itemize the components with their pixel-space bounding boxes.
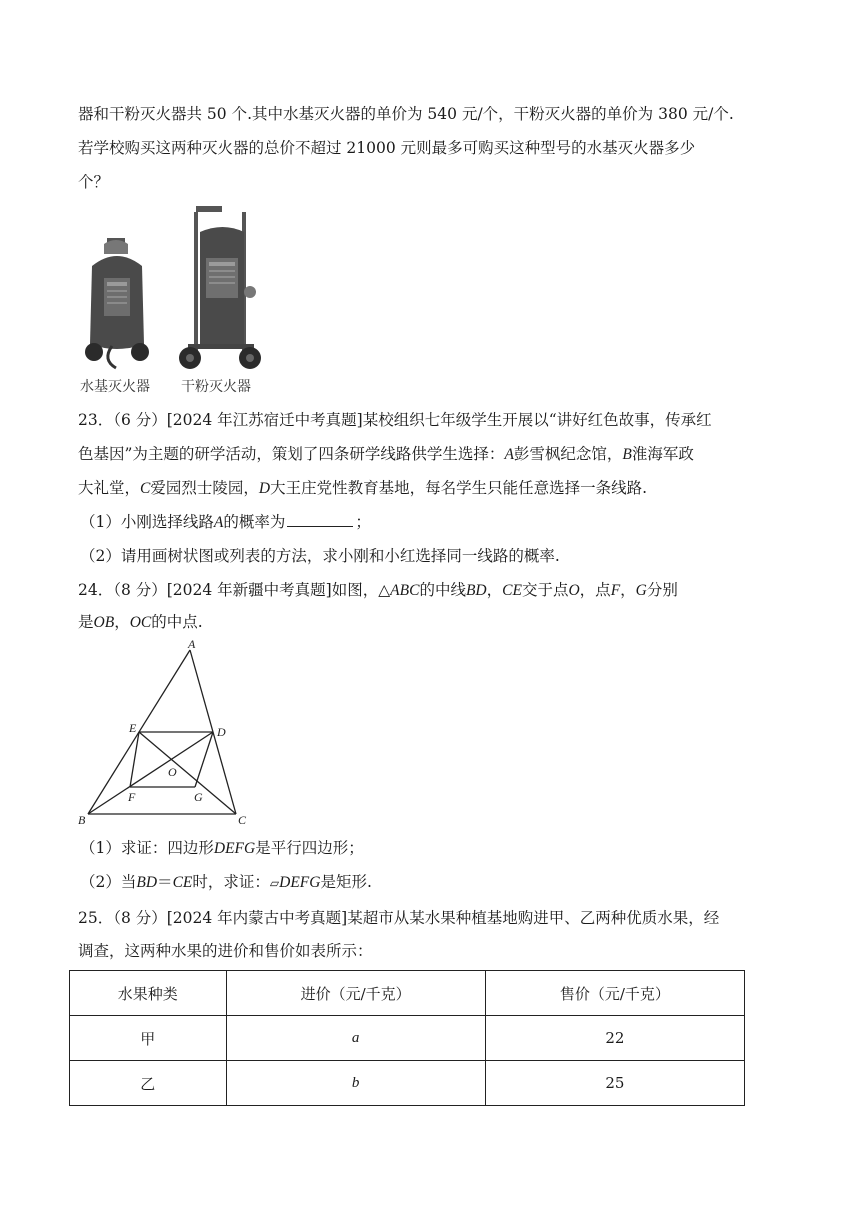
q22-text-line-3: 个？ xyxy=(78,173,110,191)
q25-stem-line-2: 调查，这两种水果的进价和售价如表所示： xyxy=(78,942,373,960)
fruit-price-table xyxy=(69,970,745,1106)
label-a: A xyxy=(188,638,196,651)
q22-text-line-1: 器和干粉灭火器共 50 个.其中水基灭火器的单价为 540 元/个，干粉灭火器的单价为 380 元/个. xyxy=(78,105,734,123)
water-extinguisher-image xyxy=(82,236,152,372)
cell-selling-price: 22 xyxy=(485,1016,744,1061)
q23-stem-line-3: 大礼堂，C爱园烈士陵园，D大王庄党性教育基地，每名学生只能任意选择一条线路. xyxy=(78,479,648,497)
q25-stem-line-1: 25．（8 分）[2024 年内蒙古中考真题]某超市从某水果种植基地购进甲、乙两种优质水果，经 xyxy=(78,909,720,927)
caption-water-extinguisher: 水基灭火器 xyxy=(80,379,150,395)
q22-text-line-2: 若学校购买这两种灭火器的总价不超过 21000 元则最多可购买这种型号的水基灭火器多少 xyxy=(78,139,696,157)
label-f: F xyxy=(128,790,136,804)
label-d: D xyxy=(217,725,226,739)
q24-sub-question-1: （1）求证：四边形DEFG是平行四边形； xyxy=(80,839,364,857)
header-selling-price: 售价（元/千克） xyxy=(485,971,744,1016)
label-g: G xyxy=(194,790,203,804)
q24-stem-line-2: 是OB，OC的中点. xyxy=(78,613,203,631)
triangle-abc-figure xyxy=(76,638,256,828)
answer-blank[interactable] xyxy=(287,512,353,527)
label-o: O xyxy=(168,765,177,779)
label-b: B xyxy=(78,813,86,827)
label-c: C xyxy=(238,813,247,827)
segment-gd xyxy=(195,732,213,787)
cell-selling-price: 25 xyxy=(485,1061,744,1106)
dry-powder-extinguisher-image xyxy=(178,204,264,372)
q23-sub-question-1: （1）小刚选择线路A的概率为 ； xyxy=(80,513,371,531)
q23-stem-line-1: 23．（6 分）[2024 年江苏宿迁中考真题]某校组织七年级学生开展以“讲好红色故事，传承红 xyxy=(78,411,712,429)
cell-fruit: 甲 xyxy=(70,1016,227,1061)
table-row xyxy=(70,1061,745,1106)
header-fruit-type: 水果种类 xyxy=(70,971,227,1016)
table-row xyxy=(70,1016,745,1061)
q23-sub-question-2: （2）请用画树状图或列表的方法，求小刚和小红选择同一线路的概率. xyxy=(80,547,560,565)
q24-stem-line-1: 24．（8 分）[2024 年新疆中考真题]如图，△ABC的中线BD，CE交于点O，点F，G分别 xyxy=(78,581,678,599)
median-ce xyxy=(139,732,236,814)
cell-fruit: 乙 xyxy=(70,1061,227,1106)
header-purchase-price: 进价（元/千克） xyxy=(226,971,485,1016)
q23-stem-line-2: 色基因”为主题的研学活动，策划了四条研学线路供学生选择：A彭雪枫纪念馆，B淮海军政 xyxy=(78,445,694,463)
q24-sub-question-2: （2）当BD＝CE时，求证：▱DEFG是矩形. xyxy=(80,873,372,891)
cell-purchase-price: a xyxy=(226,1016,485,1061)
table-header-row xyxy=(70,971,745,1016)
caption-dry-powder-extinguisher: 干粉灭火器 xyxy=(181,379,251,395)
cell-purchase-price: b xyxy=(226,1061,485,1106)
label-e: E xyxy=(129,721,137,735)
